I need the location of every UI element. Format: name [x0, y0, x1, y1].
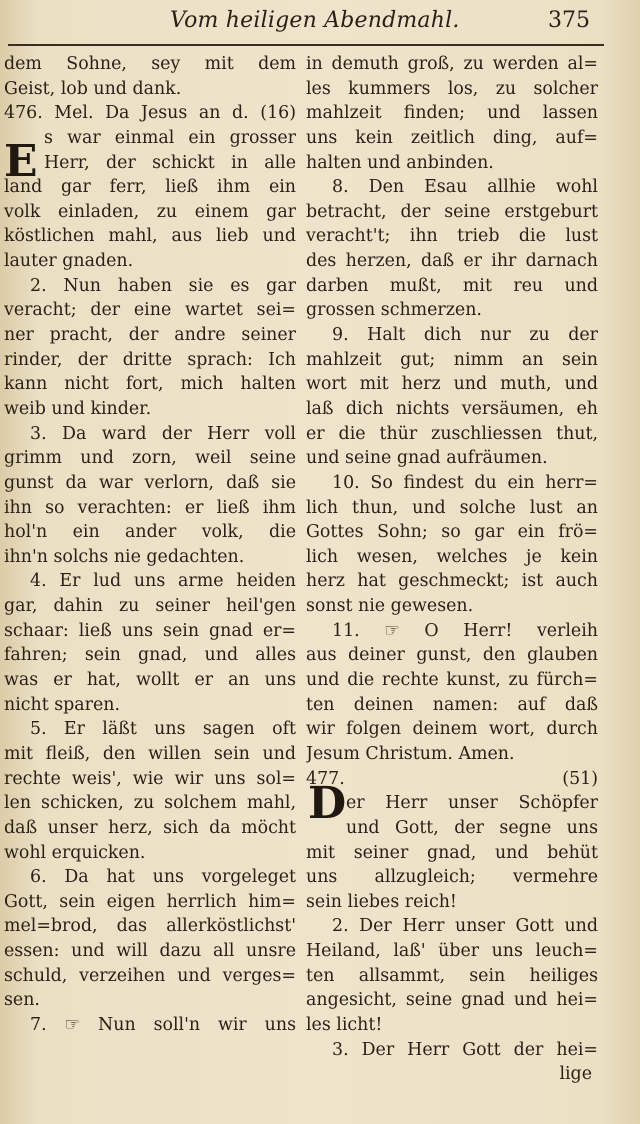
text-line: schaar: ließ uns sein gnad er= [4, 620, 296, 641]
text-line: und Gott, der segne uns [346, 817, 598, 838]
header-rule [8, 44, 604, 46]
text-line: s war einmal ein grosser [44, 127, 296, 148]
text-line: und die rechte kunst, zu fürch= [306, 670, 598, 691]
text-line: Geist, lob und dank. [4, 78, 182, 99]
text-line: weib und kinder. [4, 398, 152, 419]
text-line: des herzen, daß er ihr darnach [306, 251, 598, 272]
text-line: 3. Der Herr Gott der hei= [332, 1039, 598, 1060]
text-line: les kummers los, zu solcher [306, 78, 598, 99]
text-line: 7. ☞ Nun soll'n wir uns [30, 1014, 296, 1035]
page-header [0, 0, 640, 48]
text-line: in demuth groß, zu werden al= [306, 54, 598, 74]
text-line: 3. Da ward der Herr voll [30, 423, 296, 444]
text-line: 477. (51) [306, 768, 598, 789]
text-line: essen: und will dazu all unsre [4, 941, 296, 962]
text-line: fahren; sein gnad, und alles [4, 645, 296, 666]
text-line: Herr, der schickt in alle [44, 152, 296, 173]
text-line: les licht! [306, 1014, 383, 1035]
text-line: rinder, der dritte sprach: Ich [4, 349, 296, 370]
text-line: mahlzeit finden; und lassen [306, 103, 598, 124]
text-line: lich wesen, welches je kein [306, 546, 598, 567]
text-line: schuld, verzeihen und verges= [4, 965, 296, 986]
text-line: halten und anbinden. [306, 152, 494, 173]
text-line: 9. Halt dich nur zu der [332, 325, 598, 346]
text-line: len schicken, zu solchem mahl, [4, 793, 296, 814]
text-line: 2. Nun haben sie es gar [30, 275, 296, 296]
text-line: wort mit herz und muth, und [306, 374, 598, 395]
text-line: Gottes Sohn; so gar ein frö= [306, 522, 598, 543]
text-line: lauter gnaden. [4, 251, 134, 272]
text-line: veracht't; ihn trieb die lust [306, 226, 598, 247]
text-line: gunst da war verlorn, daß sie [4, 472, 296, 493]
text-line: herz hat geschmeckt; ist auch [306, 571, 598, 592]
text-line: er die thür zuschliessen thut, [306, 423, 598, 444]
text-line: 5. Er läßt uns sagen oft [30, 719, 296, 740]
text-line: mit fleiß, den willen sein und [4, 743, 296, 764]
page-number: 375 [548, 8, 590, 33]
text-line: sein liebes reich! [306, 891, 457, 912]
text-line: lich thun, und solche lust an [306, 497, 598, 518]
text-line: nicht sparen. [4, 694, 120, 715]
text-line: hol'n ein ander volk, die [4, 522, 296, 543]
text-line: kann nicht fort, mich halten [4, 374, 296, 395]
text-line: was er hat, wollt er an uns [4, 670, 296, 691]
text-line: land gar ferr, ließ ihm ein [4, 177, 296, 198]
text-line: Jesum Christum. Amen. [306, 743, 515, 764]
drop-capital-476: E [4, 136, 38, 187]
text-line: dem Sohne, sey mit dem [4, 54, 296, 74]
text-line: veracht; der eine wartet sei= [4, 300, 296, 321]
text-line: ten deinen namen: auf daß [306, 694, 598, 715]
text-line: Gott, sein eigen herrlich him= [4, 891, 296, 912]
text-line: 2. Der Herr unser Gott und [332, 916, 598, 937]
text-line: aus deiner gunst, den glauben [306, 645, 598, 666]
text-line: volk einladen, zu einem gar [4, 201, 296, 222]
text-line: uns kein zeitlich ding, auf= [306, 127, 598, 148]
text-line: 8. Den Esau allhie wohl [332, 177, 598, 198]
text-line: sen. [4, 990, 40, 1011]
text-line: betracht, der seine erstgeburt [306, 201, 598, 222]
text-line: sonst nie gewesen. [306, 596, 474, 617]
right-column [306, 52, 598, 1087]
text-line: und seine gnad aufräumen. [306, 448, 548, 469]
running-title: Vom heiligen Abendmahl. [170, 8, 460, 33]
text-line: wir folgen deinem wort, durch [306, 719, 598, 740]
text-line: grimm und zorn, weil seine [4, 448, 296, 469]
drop-capital-477: D [308, 778, 347, 829]
text-line: gar, dahin zu seiner heil'gen [4, 596, 296, 617]
text-line: wohl erquicken. [4, 842, 146, 863]
text-line: ihn so verachten: er ließ ihm [4, 497, 296, 518]
text-line: ihn'n solchs nie gedachten. [4, 546, 245, 567]
text-line: mahlzeit gut; nimm an sein [306, 349, 598, 370]
text-line: 11. ☞ O Herr! verleih [332, 620, 598, 641]
text-line: 10. So findest du ein herr= [332, 472, 598, 493]
left-column [4, 52, 296, 1038]
text-line: ten allsammt, sein heiliges [306, 965, 598, 986]
text-line: rechte weis', wie wir uns sol= [4, 768, 296, 789]
text-line: er Herr unser Schöpfer [346, 793, 598, 814]
text-line: 6. Da hat uns vorgeleget [30, 867, 296, 888]
text-line: mel=brod, das allerköstlichst' [4, 916, 296, 937]
text-line: köstlichen mahl, aus lieb und [4, 226, 296, 247]
text-line: 4. Er lud uns arme heiden [30, 571, 296, 592]
text-line: uns allzugleich; vermehre [306, 867, 598, 888]
text-line: angesicht, seine gnad und hei= [306, 990, 598, 1011]
text-line: darben mußt, mit reu und [306, 275, 598, 296]
text-line: laß dich nichts versäumen, eh [306, 398, 598, 419]
text-line: mit seiner gnad, und behüt [306, 842, 598, 863]
text-line: 476. Mel. Da Jesus an d. (16) [4, 103, 296, 124]
text-line: ner pracht, der andre seiner [4, 325, 296, 346]
text-line: grossen schmerzen. [306, 300, 482, 321]
text-line: daß unser herz, sich da möcht [4, 817, 296, 838]
text-line: Heiland, laß' über uns leuch= [306, 941, 598, 962]
text-line: lige [559, 1064, 592, 1085]
